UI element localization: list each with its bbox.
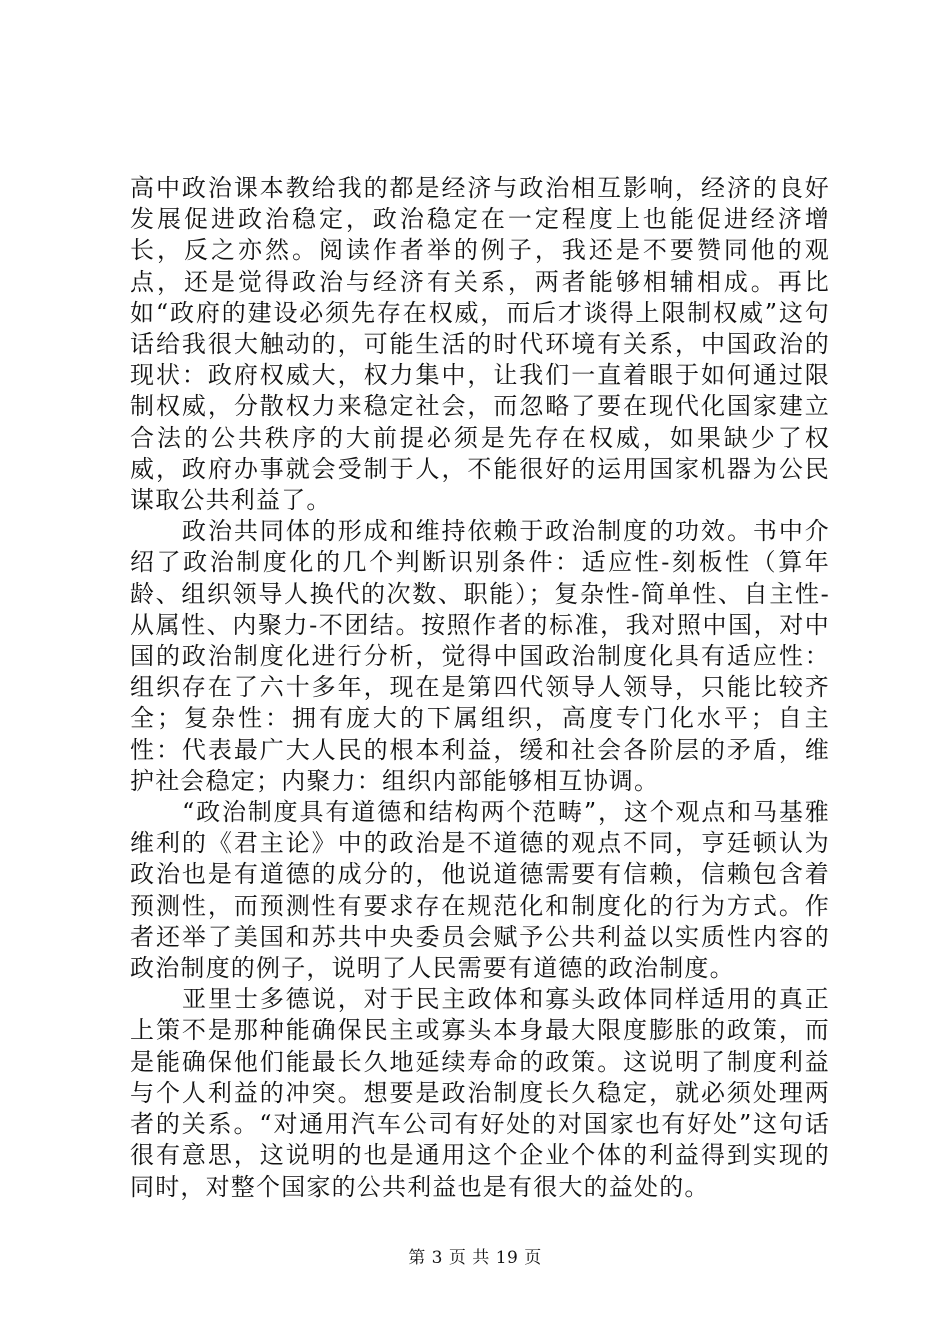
- document-body: [130, 173, 830, 1203]
- page-number-footer: 第 3 页 共 19 页: [408, 1248, 542, 1268]
- paragraph-4: 亚里士多德说，对于民主政体和寡头政体同样适用的真正上策不是那种能确保民主或寡头本身最大限度膨胀的政策，而是能确保他们能最长久地延续寿命的政策。这说明了制度利益与个人利益的冲突。想要是政治制度长久稳定，就必须处理两者的关系。“对通用汽车公司有好处的对国家也有好处”这句话很有意思，这说明的也是通用这个企业个体的利益得到实现的同时，对整个国家的公共利益也是有很大的益处的。: [130, 985, 830, 1201]
- paragraph-1: 高中政治课本教给我的都是经济与政治相互影响，经济的良好发展促进政治稳定，政治稳定在一定程度上也能促进经济增长，反之亦然。阅读作者举的例子，我还是不要赞同他的观点，还是觉得政治与经济有关系，两者能够相辅相成。再比如“政府的建设必须先存在权威，而后才谈得上限制权威”这句话给我很大触动的，可能生活的时代环境有关系，中国政治的现状：政府权威大，权力集中，让我们一直着眼于如何通过限制权威，分散权力来稳定社会，而忽略了要在现代化国家建立合法的公共秩序的大前提必须是先存在权威，如果缺少了权威，政府办事就会受制于人，不能很好的运用国家机器为公民谋取公共利益了。: [130, 174, 830, 515]
- paragraph-2: 政治共同体的形成和维持依赖于政治制度的功效。书中介绍了政治制度化的几个判断识别条件：适应性-刻板性（算年龄、组织领导人换代的次数、职能）；复杂性-简单性、自主性-从属性、内聚力-不团结。按照作者的标准，我对照中国，对中国的政治制度化进行分析，觉得中国政治制度化具有适应性：组织存在了六十多年，现在是第四代领导人领导，只能比较齐全；复杂性：拥有庞大的下属组织，高度专门化水平；自主性：代表最广大人民的根本利益，缓和社会各阶层的矛盾，维护社会稳定；内聚力：组织内部能够相互协调。: [130, 517, 830, 795]
- paragraph-3: “政治制度具有道德和结构两个范畴”，这个观点和马基雅维利的《君主论》中的政治是不道德的观点不同，亨廷顿认为政治也是有道德的成分的，他说道德需要有信赖，信赖包含着预测性，而预测性有要求存在规范化和制度化的行为方式。作者还举了美国和苏共中央委员会赋予公共利益以实质性内容的政治制度的例子，说明了人民需要有道德的政治制度。: [130, 798, 830, 983]
